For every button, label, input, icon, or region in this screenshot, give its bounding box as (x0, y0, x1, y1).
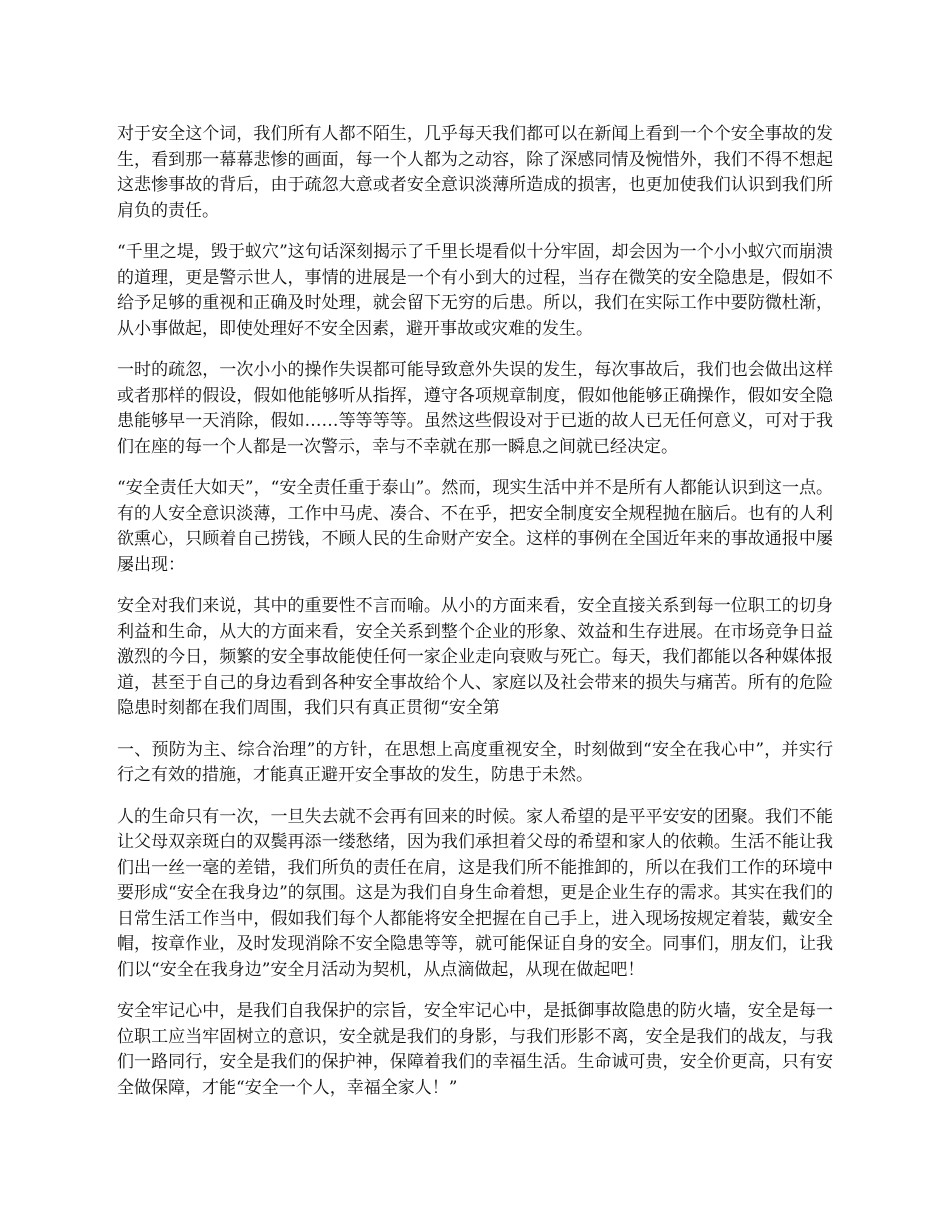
paragraph-3: 一时的疏忽，一次小小的操作失误都可能导致意外失误的发生，每次事故后，我们也会做出这样或者那样的假设，假如他能够听从指挥，遵守各项规章制度，假如他能够正确操作，假如安全隐患能够早一天消除，假如……等等等等。虽然这些假设对于已逝的故人已无任何意义，可对于我们在座的每一个人都是一次警示，幸与不幸就在那一瞬息之间就已经决定。 (117, 360, 833, 457)
paragraph-8: 安全牢记心中，是我们自我保护的宗旨，安全牢记心中，是抵御事故隐患的防火墙，安全是每一位职工应当牢固树立的意识，安全就是我们的身影，与我们形影不离，安全是我们的战友，与我们一路同行，安全是我们的保护神，保障着我们的幸福生活。生命诚可贵，安全价更高，只有安全做保障，才能“安全一个人，幸福全家人！” (117, 1001, 833, 1098)
paragraph-2: “千里之堤，毁于蚁穴”这句话深刻揭示了千里长堤看似十分牢固，却会因为一个小小蚁穴而崩溃的道理，更是警示世人，事情的进展是一个有小到大的过程，当存在微笑的安全隐患是，假如不给予足够的重视和正确及时处理，就会留下无穷的后患。所以，我们在实际工作中要防微杜渐，从小事做起，即使处理好不安全因素，避开事故或灾难的发生。 (117, 242, 833, 339)
paragraph-4: “安全责任大如天”，“安全责任重于泰山”。然而，现实生活中并不是所有人都能认识到这一点。有的人安全意识淡薄，工作中马虎、凑合、不在乎，把安全制度安全规程抛在脑后。也有的人利欲熏心，只顾着自己捞钱，不顾人民的生命财产安全。这样的事例在全国近年来的事故通报中屡屡出现： (117, 478, 833, 575)
paragraph-5: 安全对我们来说，其中的重要性不言而喻。从小的方面来看，安全直接关系到每一位职工的切身利益和生命，从大的方面来看，安全关系到整个企业的形象、效益和生存进展。在市场竞争日益激烈的今日，频繁的安全事故能使任何一家企业走向衰败与死亡。每天，我们都能以各种媒体报道，甚至于自己的身边看到各种安全事故给个人、家庭以及社会带来的损失与痛苦。所有的危险隐患时刻都在我们周围，我们只有真正贯彻“安全第 (117, 596, 833, 718)
paragraph-6: 一、预防为主、综合治理”的方针，在思想上高度重视安全，时刻做到“安全在我心中”，并实行行之有效的措施，才能真正避开安全事故的发生，防患于未然。 (117, 739, 833, 785)
paragraph-1: 对于安全这个词，我们所有人都不陌生，几乎每天我们都可以在新闻上看到一个个安全事故的发生，看到那一幕幕悲惨的画面，每一个人都为之动容，除了深感同情及惋惜外，我们不得不想起这悲惨事故的背后，由于疏忽大意或者安全意识淡薄所造成的损害，也更加使我们认识到我们所肩负的责任。 (117, 124, 833, 221)
document-body (117, 122, 833, 1117)
paragraph-7: 人的生命只有一次，一旦失去就不会再有回来的时候。家人希望的是平平安安的团聚。我们不能让父母双亲斑白的双鬓再添一缕愁绪，因为我们承担着父母的希望和家人的依赖。生活不能让我们出一丝一毫的差错，我们所负的责任在肩，这是我们所不能推卸的，所以在我们工作的环境中要形成“安全在我身边”的氛围。这是为我们自身生命着想，更是企业生存的需求。其实在我们的日常生活工作当中，假如我们每个人都能将安全把握在自己手上，进入现场按规定着装，戴安全帽，按章作业，及时发现消除不安全隐患等等，就可能保证自身的安全。同事们，朋友们，让我们以“安全在我身边”安全月活动为契机，从点滴做起，从现在做起吧！ (117, 806, 833, 980)
